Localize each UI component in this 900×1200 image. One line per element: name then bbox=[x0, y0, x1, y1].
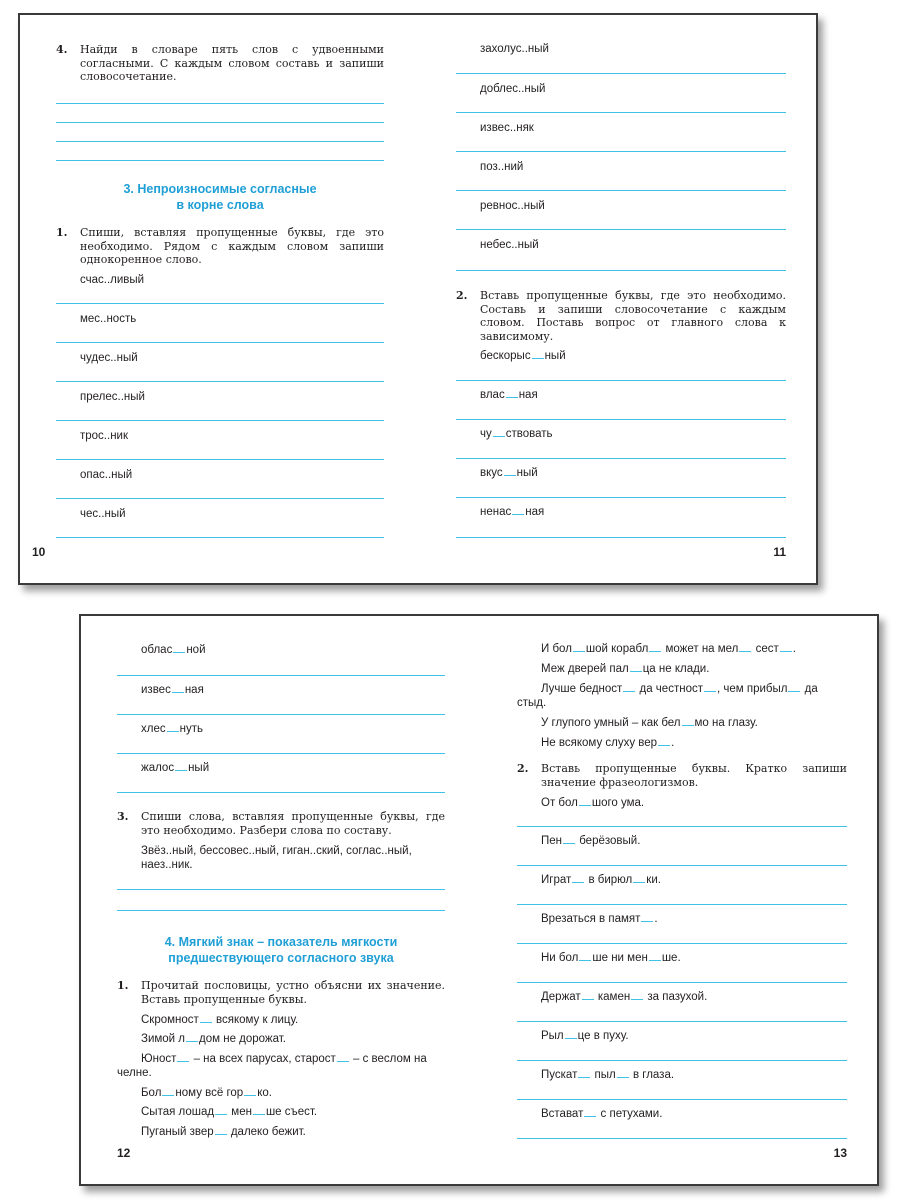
gap-word: облас ной bbox=[141, 644, 206, 656]
word-item: мес..ность bbox=[80, 313, 137, 325]
letter-gap[interactable] bbox=[631, 990, 643, 1000]
writing-line[interactable] bbox=[456, 229, 786, 230]
gap-word: влас ная bbox=[480, 389, 538, 401]
word-item: трос..ник bbox=[80, 430, 129, 442]
writing-line[interactable] bbox=[517, 826, 847, 827]
letter-gap[interactable] bbox=[167, 722, 179, 732]
writing-line[interactable] bbox=[56, 498, 384, 499]
writing-line[interactable] bbox=[456, 419, 786, 420]
proverb: Пуганый звер далеко бежит. bbox=[141, 1126, 306, 1138]
proverb: Скромност всякому к лицу. bbox=[141, 1014, 299, 1026]
exercise-2-instruction bbox=[456, 289, 786, 343]
phrase: Врезаться в памят . bbox=[541, 913, 658, 925]
phrase: Встават с петухами. bbox=[541, 1108, 663, 1120]
letter-gap[interactable] bbox=[512, 505, 524, 515]
exercise-number: 1. bbox=[117, 979, 129, 992]
writing-line[interactable] bbox=[117, 910, 445, 911]
exercise-number: 3. bbox=[117, 810, 129, 823]
writing-line[interactable] bbox=[517, 1138, 847, 1139]
phrase: Держат камен за пазухой. bbox=[541, 991, 708, 1003]
word-item: поз..ний bbox=[480, 161, 524, 173]
letter-gap[interactable] bbox=[563, 834, 575, 844]
writing-line[interactable] bbox=[56, 122, 384, 123]
writing-line[interactable] bbox=[456, 151, 786, 152]
exercise-3-words: Звёз..ный, бессовес..ный, гиган..ский, соглас..ный, наез..ник. bbox=[141, 845, 412, 871]
letter-gap[interactable] bbox=[186, 1032, 198, 1042]
letter-gap[interactable] bbox=[649, 642, 661, 652]
exercise-text: Вставь пропущенные буквы. Кратко запиши значение фразеологизмов. bbox=[541, 762, 847, 789]
writing-line[interactable] bbox=[456, 458, 786, 459]
gap-word: бескорыс ный bbox=[480, 350, 566, 362]
phrase: Ни бол ше ни мен ше. bbox=[541, 952, 681, 964]
page-13 bbox=[517, 616, 847, 1184]
writing-line[interactable] bbox=[117, 675, 445, 676]
writing-line[interactable] bbox=[517, 1021, 847, 1022]
writing-line[interactable] bbox=[456, 497, 786, 498]
exercise-3-instruction bbox=[117, 810, 445, 837]
word-item: ревнос..ный bbox=[480, 200, 545, 212]
letter-gap[interactable] bbox=[506, 388, 518, 398]
writing-line[interactable] bbox=[517, 865, 847, 866]
workbook-spread-pages-10-11 bbox=[18, 13, 818, 585]
page-12 bbox=[117, 616, 445, 1184]
page-number: 10 bbox=[32, 545, 46, 559]
writing-line[interactable] bbox=[56, 420, 384, 421]
letter-gap[interactable] bbox=[337, 1052, 349, 1062]
letter-gap[interactable] bbox=[175, 761, 187, 771]
exercise-text: Спиши слова, вставляя пропущенные буквы, где это необходимо. Разбери слова по составу. bbox=[141, 810, 445, 837]
proverb: У глупого умный – как бел мо на глазу. bbox=[541, 717, 758, 729]
writing-line[interactable] bbox=[56, 459, 384, 460]
phrase: Пускат пыл в глаза. bbox=[541, 1069, 675, 1081]
letter-gap[interactable] bbox=[177, 1052, 189, 1062]
letter-gap[interactable] bbox=[704, 682, 716, 692]
letter-gap[interactable] bbox=[623, 682, 635, 692]
letter-gap[interactable] bbox=[584, 1107, 596, 1117]
word-item: небес..ный bbox=[480, 239, 539, 251]
letter-gap[interactable] bbox=[682, 716, 694, 726]
writing-line[interactable] bbox=[456, 380, 786, 381]
writing-line[interactable] bbox=[117, 889, 445, 890]
word-item: захолус..ный bbox=[480, 43, 549, 55]
writing-line[interactable] bbox=[56, 103, 384, 104]
letter-gap[interactable] bbox=[788, 682, 800, 692]
gap-word: извес ная bbox=[141, 684, 204, 696]
letter-gap[interactable] bbox=[493, 427, 505, 437]
exercise-text: Найди в словаре пять слов с удвоенными согласными. С каждым словом составь и запиши словосочетание. bbox=[80, 43, 384, 83]
letter-gap[interactable] bbox=[504, 466, 516, 476]
writing-line[interactable] bbox=[56, 160, 384, 161]
letter-gap[interactable] bbox=[617, 1068, 629, 1078]
letter-gap[interactable] bbox=[162, 1086, 174, 1096]
writing-line[interactable] bbox=[517, 1099, 847, 1100]
section-title-4: 4. Мягкий знак – показатель мягкости предшествующего согласного звука bbox=[164, 935, 398, 965]
letter-gap[interactable] bbox=[641, 912, 653, 922]
letter-gap[interactable] bbox=[633, 873, 645, 883]
letter-gap[interactable] bbox=[630, 662, 642, 672]
word-item: чудес..ный bbox=[80, 352, 138, 364]
exercise-number: 1. bbox=[56, 226, 68, 239]
letter-gap[interactable] bbox=[578, 1068, 590, 1078]
writing-line[interactable] bbox=[456, 190, 786, 191]
writing-line[interactable] bbox=[117, 753, 445, 754]
writing-line[interactable] bbox=[56, 381, 384, 382]
exercise-number: 4. bbox=[56, 43, 68, 56]
writing-line[interactable] bbox=[517, 904, 847, 905]
writing-line[interactable] bbox=[56, 141, 384, 142]
phrase: От бол шого ума. bbox=[541, 797, 645, 809]
letter-gap[interactable] bbox=[215, 1105, 227, 1115]
word-item: доблес..ный bbox=[480, 83, 546, 95]
gap-word: чу ствовать bbox=[480, 428, 553, 440]
proverb: Не всякому слуху вер . bbox=[541, 737, 675, 749]
letter-gap[interactable] bbox=[215, 1125, 227, 1135]
letter-gap[interactable] bbox=[172, 683, 184, 693]
gap-word: жалос ный bbox=[141, 762, 210, 774]
gap-word: вкус ный bbox=[480, 467, 538, 479]
letter-gap[interactable] bbox=[532, 349, 544, 359]
gap-word: хлес нуть bbox=[141, 723, 203, 735]
proverb: Зимой л дом не дорожат. bbox=[141, 1033, 286, 1045]
word-item: счас..ливый bbox=[80, 274, 145, 286]
writing-line[interactable] bbox=[456, 537, 786, 538]
word-item: опас..ный bbox=[80, 469, 133, 481]
page-10 bbox=[32, 15, 384, 583]
letter-gap[interactable] bbox=[244, 1086, 256, 1096]
letter-gap[interactable] bbox=[739, 642, 751, 652]
letter-gap[interactable] bbox=[573, 642, 585, 652]
writing-line[interactable] bbox=[517, 943, 847, 944]
exercise-2-instruction bbox=[517, 762, 847, 789]
page-number: 11 bbox=[773, 545, 786, 559]
writing-line[interactable] bbox=[56, 537, 384, 538]
exercise-text: Прочитай пословицы, устно объясни их значение. Вставь пропущенные буквы. bbox=[141, 979, 445, 1006]
writing-line[interactable] bbox=[56, 303, 384, 304]
proverb: Бол ному всё гор ко. bbox=[141, 1087, 272, 1099]
letter-gap[interactable] bbox=[253, 1105, 265, 1115]
proverb: Лучше бедност да честност , чем прибыл да стыд. bbox=[517, 683, 818, 709]
page-number: 13 bbox=[833, 1146, 847, 1160]
proverb: Сытая лошад мен ше съест. bbox=[141, 1106, 318, 1118]
writing-line[interactable] bbox=[456, 112, 786, 113]
writing-line[interactable] bbox=[56, 342, 384, 343]
exercise-1-instruction bbox=[56, 226, 384, 267]
section-title-3: 3. Непроизносимые согласные в корне слова bbox=[123, 182, 317, 212]
phrase: Играт в бирюл ки. bbox=[541, 874, 661, 886]
phrase: Рыл це в пуху. bbox=[541, 1030, 629, 1042]
exercise-text: Вставь пропущенные буквы, где это необходимо. Составь и запиши словосочетание с каждым словом. Поставь вопрос от главного слова к зависимому. bbox=[480, 289, 786, 343]
word-item: чес..ный bbox=[80, 508, 126, 520]
letter-gap[interactable] bbox=[579, 951, 591, 961]
writing-line[interactable] bbox=[117, 792, 445, 793]
letter-gap[interactable] bbox=[649, 951, 661, 961]
letter-gap[interactable] bbox=[572, 873, 584, 883]
word-item: извес..няк bbox=[480, 122, 534, 134]
exercise-text: Спиши, вставляя пропущенные буквы, где это необходимо. Рядом с каждым словом запиши однокоренное слово. bbox=[80, 226, 384, 266]
letter-gap[interactable] bbox=[200, 1013, 212, 1023]
letter-gap[interactable] bbox=[173, 643, 185, 653]
word-item: прелес..ный bbox=[80, 391, 145, 403]
letter-gap[interactable] bbox=[582, 990, 594, 1000]
writing-line[interactable] bbox=[517, 1060, 847, 1061]
writing-line[interactable] bbox=[456, 73, 786, 74]
exercise-number: 2. bbox=[517, 762, 529, 775]
page-11 bbox=[456, 15, 786, 583]
letter-gap[interactable] bbox=[579, 796, 591, 806]
gap-word: ненас ная bbox=[480, 506, 545, 518]
proverb: Меж дверей пал ца не клади. bbox=[541, 663, 710, 675]
page-number: 12 bbox=[117, 1146, 131, 1160]
letter-gap[interactable] bbox=[780, 642, 792, 652]
workbook-spread-pages-12-13 bbox=[79, 614, 879, 1186]
exercise-1-instruction bbox=[117, 979, 445, 1006]
proverb: Юност – на всех парусах, старост – с веслом на челне. bbox=[117, 1053, 427, 1079]
letter-gap[interactable] bbox=[565, 1029, 577, 1039]
exercise-4-instruction bbox=[56, 43, 384, 84]
writing-line[interactable] bbox=[456, 270, 786, 271]
letter-gap[interactable] bbox=[658, 736, 670, 746]
proverb: И бол шой корабл может на мел сест . bbox=[541, 643, 796, 655]
writing-line[interactable] bbox=[117, 714, 445, 715]
phrase: Пен берёзовый. bbox=[541, 835, 641, 847]
exercise-number: 2. bbox=[456, 289, 468, 302]
writing-line[interactable] bbox=[517, 982, 847, 983]
